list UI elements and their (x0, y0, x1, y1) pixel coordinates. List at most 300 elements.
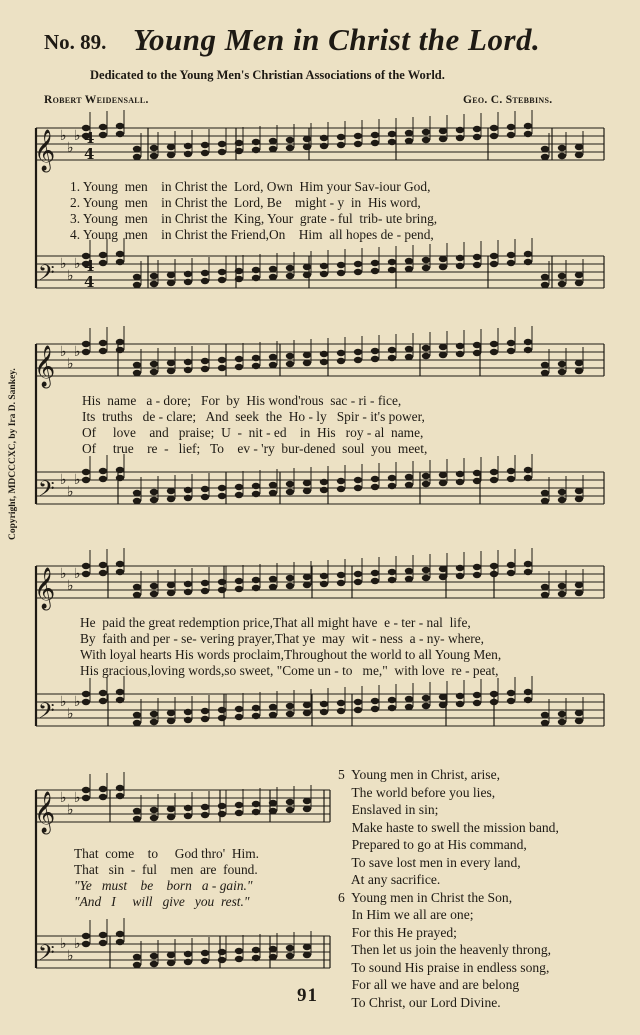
note-head (82, 933, 90, 939)
note-head (337, 700, 345, 706)
note-head (201, 716, 209, 722)
note-head (133, 954, 141, 960)
note-head (286, 953, 294, 959)
note-head (286, 481, 294, 487)
hymn-number: No. 89. (44, 30, 107, 54)
note-head (558, 273, 566, 279)
note-head (235, 492, 243, 498)
note-head (405, 474, 413, 480)
note-head (286, 583, 294, 589)
note-head (184, 709, 192, 715)
note-head (218, 811, 226, 817)
note-head (201, 486, 209, 492)
note-head (558, 719, 566, 725)
time-signature: 4 (84, 129, 95, 147)
note-head (167, 144, 175, 150)
flat-sign: ♭ (74, 936, 81, 952)
note-head (303, 352, 311, 358)
flat-sign: ♭ (60, 790, 67, 806)
note-head (439, 256, 447, 262)
note-head (286, 945, 294, 951)
note-head (133, 720, 141, 726)
note-head (252, 147, 260, 153)
note-head (286, 361, 294, 367)
note-head (371, 268, 379, 274)
note-head (167, 960, 175, 966)
note-head (133, 282, 141, 288)
note-head (116, 697, 124, 703)
note-head (371, 476, 379, 482)
note-head (82, 349, 90, 355)
note-head (184, 143, 192, 149)
time-signature: 4 (84, 145, 95, 163)
note-head (252, 955, 260, 961)
note-head (116, 259, 124, 265)
note-head (218, 141, 226, 147)
note-head (218, 715, 226, 721)
note-head (422, 129, 430, 135)
note-head (473, 478, 481, 484)
note-head (422, 257, 430, 263)
note-head (286, 703, 294, 709)
note-head (371, 698, 379, 704)
note-head (252, 947, 260, 953)
note-head (116, 339, 124, 345)
time-signature: 4 (84, 257, 95, 275)
note-head (218, 269, 226, 275)
note-head (337, 572, 345, 578)
note-head (439, 264, 447, 270)
note-head (337, 262, 345, 268)
note-head (558, 591, 566, 597)
note-head (439, 694, 447, 700)
lyric-line: 4. Young men in Christ the Friend,On Him all hopes de - pend, (70, 226, 434, 242)
note-head (235, 356, 243, 362)
note-head (133, 370, 141, 376)
note-head (422, 265, 430, 271)
note-head (133, 808, 141, 814)
note-head (269, 482, 277, 488)
note-head (507, 476, 515, 482)
note-head (558, 281, 566, 287)
note-head (439, 352, 447, 358)
note-head (99, 940, 107, 946)
note-head (116, 467, 124, 473)
treble-clef: 𝄞 (34, 792, 56, 833)
note-head (439, 136, 447, 142)
note-head (218, 803, 226, 809)
flat-sign: ♭ (74, 256, 81, 272)
note-head (252, 577, 260, 583)
note-head (541, 362, 549, 368)
stanza-line: For this He prayed; (338, 924, 457, 940)
note-head (507, 132, 515, 138)
lyric-line: 1. Young men in Christ the Lord, Own Him your Sav-iour God, (70, 179, 431, 194)
note-head (422, 353, 430, 359)
note-head (405, 568, 413, 574)
note-head (99, 340, 107, 346)
note-head (422, 481, 430, 487)
note-head (218, 365, 226, 371)
note-head (201, 494, 209, 500)
lyrics-system-3 (80, 615, 501, 679)
note-head (184, 279, 192, 285)
note-head (490, 133, 498, 139)
note-head (456, 351, 464, 357)
flat-sign: ♭ (74, 694, 81, 710)
note-head (133, 962, 141, 968)
note-head (490, 261, 498, 267)
note-head (303, 488, 311, 494)
note-head (82, 699, 90, 705)
copyright: Copyright, MDCCCXC, by Ira D. Sankey. (8, 368, 18, 540)
stanza-line: To sound His praise in endless song, (338, 959, 550, 975)
note-head (524, 347, 532, 353)
note-head (371, 706, 379, 712)
note-head (201, 278, 209, 284)
note-head (150, 719, 158, 725)
note-head (286, 273, 294, 279)
note-head (235, 706, 243, 712)
note-head (82, 941, 90, 947)
note-head (405, 704, 413, 710)
lyric-line: That come to God thro' Him. (74, 846, 260, 861)
note-head (82, 571, 90, 577)
flat-sign: ♭ (74, 344, 81, 360)
lyricist: Robert Weidensall. (44, 94, 149, 106)
note-head (184, 359, 192, 365)
note-head (439, 702, 447, 708)
note-head (201, 150, 209, 156)
note-head (218, 357, 226, 363)
note-head (235, 714, 243, 720)
note-head (507, 698, 515, 704)
note-head (184, 589, 192, 595)
note-head (150, 273, 158, 279)
note-head (473, 342, 481, 348)
note-head (218, 277, 226, 283)
note-head (116, 123, 124, 129)
note-head (286, 711, 294, 717)
note-head (473, 692, 481, 698)
note-head (235, 364, 243, 370)
note-head (524, 569, 532, 575)
bass-clef: 𝄢 (38, 477, 55, 507)
note-head (303, 944, 311, 950)
flat-sign: ♭ (67, 140, 74, 156)
note-head (575, 496, 583, 502)
note-head (99, 690, 107, 696)
note-head (473, 700, 481, 706)
note-head (320, 143, 328, 149)
lyric-line: His gracious,loving words,so sweet, "Come un - to me," with love re - peat, (80, 662, 499, 678)
note-head (320, 359, 328, 365)
note-head (439, 344, 447, 350)
note-head (218, 587, 226, 593)
note-head (439, 480, 447, 486)
note-head (201, 804, 209, 810)
note-head (575, 488, 583, 494)
note-head (524, 689, 532, 695)
note-head (354, 707, 362, 713)
note-head (320, 581, 328, 587)
note-head (541, 274, 549, 280)
note-head (82, 477, 90, 483)
note-head (456, 127, 464, 133)
note-head (133, 362, 141, 368)
note-head (405, 266, 413, 272)
note-head (184, 367, 192, 373)
lyric-line: Of love and praise; U - nit - ed in His roy - al name, (82, 424, 424, 440)
note-head (558, 489, 566, 495)
note-head (303, 272, 311, 278)
note-head (456, 343, 464, 349)
note-head (320, 479, 328, 485)
note-head (218, 493, 226, 499)
note-head (150, 497, 158, 503)
note-head (184, 581, 192, 587)
stanza-line: 5 Young men in Christ, arise, (338, 767, 500, 782)
note-head (150, 961, 158, 967)
note-head (337, 134, 345, 140)
note-head (252, 275, 260, 281)
note-head (354, 571, 362, 577)
hymn-title: Young Men in Christ the Lord. (133, 22, 541, 57)
note-head (541, 490, 549, 496)
note-head (456, 135, 464, 141)
note-head (507, 252, 515, 258)
note-head (371, 578, 379, 584)
lyric-line: "Ye must be born a - gain." (74, 877, 253, 893)
note-head (354, 133, 362, 139)
note-head (269, 354, 277, 360)
note-head (82, 563, 90, 569)
note-head (150, 369, 158, 375)
note-head (405, 696, 413, 702)
note-head (235, 276, 243, 282)
stanza-line: To Christ, our Lord Divine. (338, 994, 501, 1010)
note-head (201, 958, 209, 964)
note-head (82, 469, 90, 475)
note-head (507, 124, 515, 130)
note-head (575, 590, 583, 596)
note-head (286, 799, 294, 805)
note-head (541, 592, 549, 598)
note-head (371, 348, 379, 354)
note-head (167, 718, 175, 724)
note-head (422, 567, 430, 573)
note-head (150, 361, 158, 367)
flat-sign: ♭ (60, 344, 67, 360)
note-head (405, 576, 413, 582)
note-head (490, 691, 498, 697)
note-head (82, 787, 90, 793)
note-head (405, 130, 413, 136)
note-head (422, 695, 430, 701)
note-head (490, 477, 498, 483)
note-head (99, 786, 107, 792)
note-head (541, 370, 549, 376)
lyric-line: "And I will give you rest." (74, 893, 250, 909)
lyric-line: 2. Young men in Christ the Lord, Be might - y in His word, (70, 194, 421, 210)
note-head (507, 562, 515, 568)
note-head (371, 570, 379, 576)
note-head (320, 135, 328, 141)
note-head (473, 564, 481, 570)
note-head (490, 699, 498, 705)
note-head (218, 485, 226, 491)
note-head (201, 588, 209, 594)
note-head (99, 476, 107, 482)
lyric-line: That sin - ful men are found. (74, 861, 258, 877)
note-head (303, 710, 311, 716)
note-head (99, 698, 107, 704)
note-head (116, 131, 124, 137)
note-head (507, 340, 515, 346)
note-head (337, 486, 345, 492)
note-head (388, 475, 396, 481)
note-head (456, 479, 464, 485)
lyric-line: 3. Young men in Christ the King, Your grate - ful trib- ute bring, (70, 210, 438, 226)
bass-clef: 𝄢 (38, 261, 55, 291)
flat-sign: ♭ (74, 128, 81, 144)
flat-sign: ♭ (60, 936, 67, 952)
note-head (354, 579, 362, 585)
note-head (133, 816, 141, 822)
note-head (167, 590, 175, 596)
note-head (575, 368, 583, 374)
treble-clef: 𝄞 (34, 568, 56, 609)
note-head (286, 807, 294, 813)
note-head (167, 806, 175, 812)
note-head (116, 569, 124, 575)
note-head (354, 485, 362, 491)
note-head (150, 953, 158, 959)
note-head (99, 794, 107, 800)
note-head (167, 368, 175, 374)
note-head (133, 490, 141, 496)
note-head (269, 490, 277, 496)
note-head (150, 583, 158, 589)
note-head (354, 477, 362, 483)
note-head (269, 146, 277, 152)
note-head (269, 808, 277, 814)
flat-sign: ♭ (60, 472, 67, 488)
note-head (575, 582, 583, 588)
note-head (507, 348, 515, 354)
note-head (150, 815, 158, 821)
note-head (252, 139, 260, 145)
stanza-line: In Him we all are one; (338, 907, 474, 922)
note-head (252, 809, 260, 815)
note-head (303, 582, 311, 588)
note-head (320, 263, 328, 269)
note-head (235, 948, 243, 954)
stanza-line: Enslaved in sin; (338, 802, 439, 817)
note-head (507, 468, 515, 474)
note-head (575, 360, 583, 366)
flat-sign: ♭ (67, 706, 74, 722)
note-head (303, 360, 311, 366)
dedication: Dedicated to the Young Men's Christian Associations of the World. (90, 68, 445, 82)
note-head (201, 580, 209, 586)
note-head (252, 363, 260, 369)
note-head (286, 145, 294, 151)
note-head (184, 487, 192, 493)
note-head (541, 146, 549, 152)
note-head (507, 570, 515, 576)
note-head (82, 795, 90, 801)
note-head (252, 267, 260, 273)
note-head (558, 369, 566, 375)
note-head (541, 584, 549, 590)
note-head (337, 350, 345, 356)
note-head (150, 807, 158, 813)
note-head (252, 713, 260, 719)
flat-sign: ♭ (60, 256, 67, 272)
note-head (303, 798, 311, 804)
note-head (167, 496, 175, 502)
note-head (490, 563, 498, 569)
note-head (388, 131, 396, 137)
note-head (524, 251, 532, 257)
note-head (456, 565, 464, 571)
note-head (456, 693, 464, 699)
note-head (201, 142, 209, 148)
note-head (218, 949, 226, 955)
bass-clef: 𝄢 (38, 941, 55, 971)
note-head (167, 582, 175, 588)
note-head (405, 138, 413, 144)
flat-sign: ♭ (74, 790, 81, 806)
note-head (456, 263, 464, 269)
note-head (337, 358, 345, 364)
note-head (150, 281, 158, 287)
note-head (133, 274, 141, 280)
note-head (371, 356, 379, 362)
note-head (286, 575, 294, 581)
note-head (405, 258, 413, 264)
note-head (388, 355, 396, 361)
note-head (303, 806, 311, 812)
note-head (422, 473, 430, 479)
note-head (337, 270, 345, 276)
time-signature: 4 (84, 273, 95, 291)
stanza-line: At any sacrifice. (338, 872, 441, 887)
note-head (507, 690, 515, 696)
note-head (388, 697, 396, 703)
note-head (490, 571, 498, 577)
note-head (422, 137, 430, 143)
note-head (422, 575, 430, 581)
note-head (184, 951, 192, 957)
note-head (320, 573, 328, 579)
note-head (201, 812, 209, 818)
note-head (252, 585, 260, 591)
note-head (405, 346, 413, 352)
note-head (150, 711, 158, 717)
lyrics-system-1 (70, 179, 437, 243)
note-head (99, 570, 107, 576)
note-head (320, 351, 328, 357)
note-head (575, 152, 583, 158)
note-head (337, 580, 345, 586)
note-head (99, 252, 107, 258)
note-head (116, 939, 124, 945)
note-head (456, 255, 464, 261)
note-head (201, 950, 209, 956)
lyrics-system-2 (82, 393, 427, 457)
